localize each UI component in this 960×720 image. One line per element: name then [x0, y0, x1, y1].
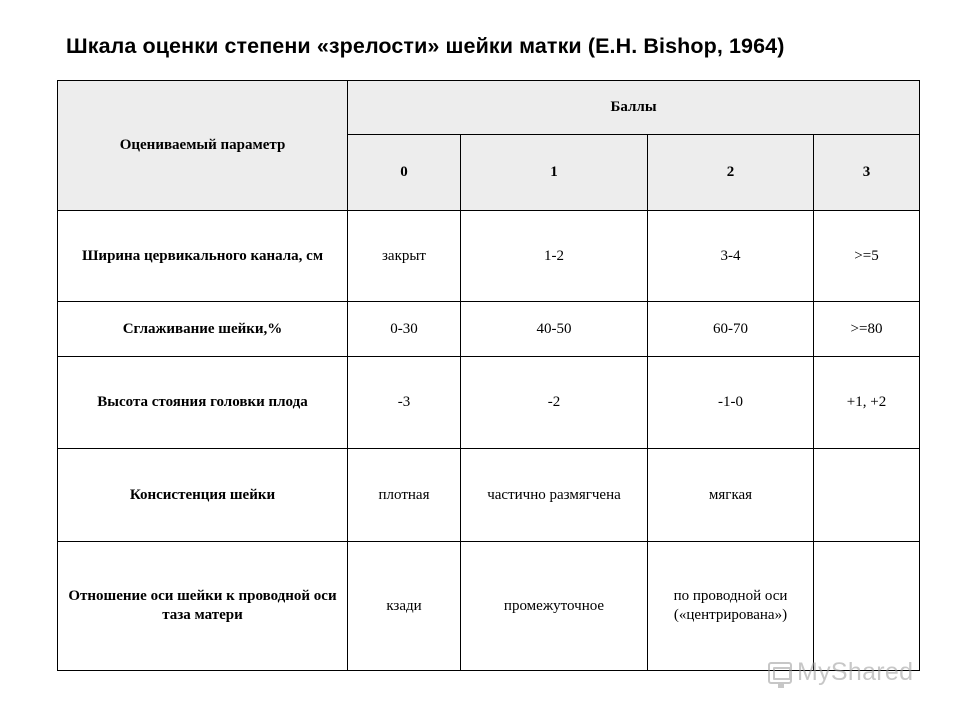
table-row: [58, 449, 920, 542]
row-param: Отношение оси шейки к проводной оси таза матери: [58, 542, 348, 671]
row-param: Высота стояния головки плода: [58, 357, 348, 449]
row-value: 40-50: [461, 302, 648, 357]
watermark-logo: [768, 658, 913, 687]
row-value: -2: [461, 357, 648, 449]
score-column-2: 2: [648, 135, 814, 211]
table-row: [58, 542, 920, 671]
bishop-score-table: [57, 80, 920, 671]
row-value: кзади: [348, 542, 461, 671]
row-value: +1, +2: [814, 357, 920, 449]
score-column-0: 0: [348, 135, 461, 211]
row-value: закрыт: [348, 211, 461, 302]
row-value: по проводной оси («центрирована»): [648, 542, 814, 671]
row-value: 60-70: [648, 302, 814, 357]
row-param: Консистенция шейки: [58, 449, 348, 542]
table-row: [58, 211, 920, 302]
row-value: 1-2: [461, 211, 648, 302]
row-value: 0-30: [348, 302, 461, 357]
presentation-board-icon: [768, 662, 792, 684]
score-header: Баллы: [348, 81, 920, 135]
param-header: Оцениваемый параметр: [58, 81, 348, 211]
row-value: 3-4: [648, 211, 814, 302]
slide-title: Шкала оценки степени «зрелости» шейки матки (E.H. Bishop, 1964): [66, 34, 785, 58]
row-value: >=80: [814, 302, 920, 357]
row-param: Ширина цервикального канала, см: [58, 211, 348, 302]
row-value: частично размягчена: [461, 449, 648, 542]
row-value: -3: [348, 357, 461, 449]
row-value: [814, 449, 920, 542]
row-value: мягкая: [648, 449, 814, 542]
row-value: [814, 542, 920, 671]
watermark-text: MyShared: [797, 658, 914, 686]
row-value: >=5: [814, 211, 920, 302]
score-column-1: 1: [461, 135, 648, 211]
table-row: [58, 302, 920, 357]
table-row: [58, 357, 920, 449]
header-row-top: [58, 81, 920, 135]
score-column-3: 3: [814, 135, 920, 211]
row-param: Сглаживание шейки,%: [58, 302, 348, 357]
row-value: плотная: [348, 449, 461, 542]
row-value: промежуточное: [461, 542, 648, 671]
row-value: -1-0: [648, 357, 814, 449]
